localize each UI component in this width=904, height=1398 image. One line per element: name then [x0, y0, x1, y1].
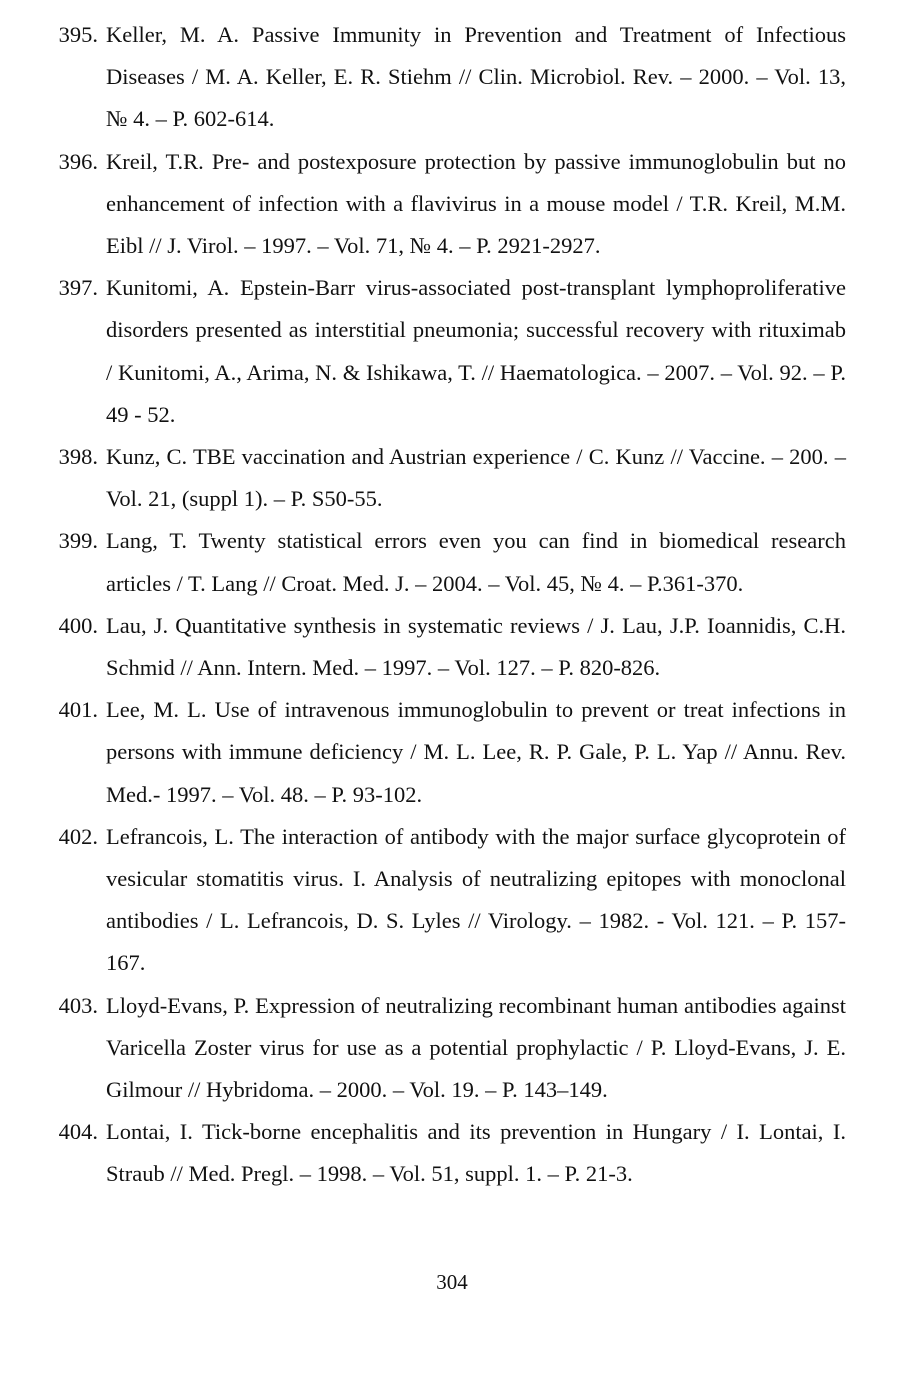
- reference-item-396: [0, 141, 904, 268]
- reference-number: 401.: [58, 697, 98, 723]
- reference-item-397: [0, 267, 904, 436]
- reference-text: Lefrancois, L. The interaction of antibody with the major surface glycoprotein of vesicular stomatitis virus. I. Analysis of neutralizing epitopes with monoclonal antibodies / L. Lefrancois, D. S. Lyles // Virology. – 1982. - Vol. 121. – P. 157-167.: [106, 823, 846, 976]
- reference-item-402: [0, 816, 904, 985]
- reference-item-399: [0, 520, 904, 604]
- reference-list: [0, 14, 904, 1196]
- reference-number: 404.: [58, 1119, 98, 1145]
- reference-item-404: [0, 1111, 904, 1195]
- reference-number: 398.: [58, 444, 98, 470]
- reference-number: 396.: [58, 148, 98, 174]
- reference-text: Kunitomi, A. Epstein-Barr virus-associated post-transplant lymphoproliferative disorders presented as interstitial pneumonia; successful recovery with rituximab / Kunitomi, A., Arima, N. & Ishikawa, T. // Haematologica. – 2007. – Vol. 92. – P. 49 - 52.: [106, 275, 846, 427]
- reference-item-398: [0, 436, 904, 520]
- reference-item-400: [0, 605, 904, 689]
- reference-item-401: [0, 689, 904, 816]
- reference-number: 402.: [58, 823, 98, 849]
- reference-text: Kreil, T.R. Pre- and postexposure protection by passive immunoglobulin but no enhancement of infection with a flavivirus in a mouse model / T.R. Kreil, M.M. Eibl // J. Virol. – 1997. – Vol. 71, № 4. – P. 2921-2927.: [106, 148, 846, 259]
- reference-text: Lloyd-Evans, P. Expression of neutralizing recombinant human antibodies against Varicella Zoster virus for use as a potential prophylactic / P. Lloyd-Evans, J. E. Gilmour // Hybridoma. – 2000. – Vol. 19. – P. 143–149.: [106, 992, 846, 1103]
- reference-text: Lee, M. L. Use of intravenous immunoglobulin to prevent or treat infections in persons with immune deficiency / M. L. Lee, R. P. Gale, P. L. Yap // Annu. Rev. Med.- 1997. – Vol. 48. – P. 93-102.: [106, 697, 846, 807]
- reference-text: Kunz, C. TBE vaccination and Austrian experience / C. Kunz // Vaccine. – 200. – Vol. 21, (suppl 1). – P. S50-55.: [106, 444, 846, 512]
- reference-text: Lau, J. Quantitative synthesis in systematic reviews / J. Lau, J.P. Ioannidis, C.H. Schmid // Ann. Intern. Med. – 1997. – Vol. 127. – P. 820-826.: [106, 612, 846, 681]
- reference-text: Lang, T. Twenty statistical errors even you can find in biomedical research articles / T. Lang // Croat. Med. J. – 2004. – Vol. 45, № 4. – P.361-370.: [106, 528, 846, 596]
- reference-number: 399.: [58, 528, 98, 554]
- reference-number: 400.: [58, 612, 98, 638]
- reference-text: Lontai, I. Tick-borne encephalitis and its prevention in Hungary / I. Lontai, I. Straub // Med. Pregl. – 1998. – Vol. 51, suppl. 1. – P. 21-3.: [106, 1119, 846, 1187]
- reference-text: Keller, M. A. Passive Immunity in Prevention and Treatment of Infectious Diseases / M. A. Keller, E. R. Stiehm // Clin. Microbiol. Rev. – 2000. – Vol. 13, № 4. – P. 602-614.: [106, 22, 846, 132]
- page-number: 304: [436, 1270, 468, 1294]
- reference-number: 397.: [58, 275, 98, 301]
- reference-number: 395.: [58, 22, 98, 47]
- reference-item-395: [0, 14, 904, 141]
- reference-item-403: [0, 985, 904, 1112]
- reference-number: 403.: [58, 992, 98, 1018]
